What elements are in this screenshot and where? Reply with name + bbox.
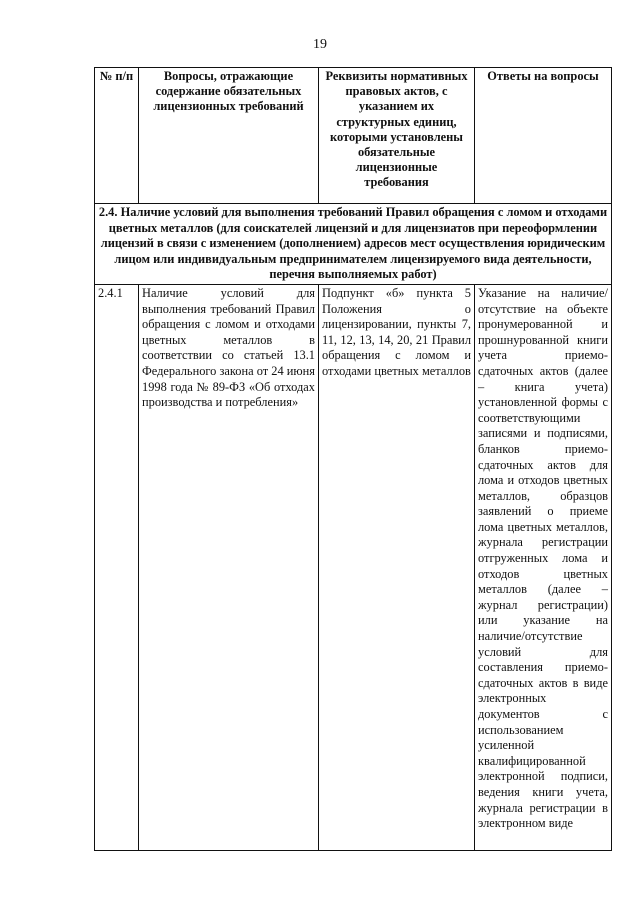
- page-number: 19: [313, 37, 327, 52]
- header-requisites: Реквизиты нормативных правовых актов, с указанием их структурных единиц, которыми установлены обязательные лицензионные требования: [319, 68, 475, 204]
- row-number: 2.4.1: [95, 284, 139, 850]
- row-answer: Указание на наличие/ отсутствие на объекте пронумерованной и прошнурованной книги учета приемо-сдаточных актов (далее – книга учета) установленной формы с соответствующими записями и подписями, бланков приемо-сдаточных актов для лома и отходов цветных металлов, образцов заявлений о приеме лома цветных металлов, журнала регистрации отгруженных лома и отходов цветных металлов (далее – журнал регистрации) или указание на наличие/отсутствие условий для составления приемо-сдаточных актов в виде электронных документов с использованием усиленной квалифицированной электронной подписи, ведения книги учета, журнала регистрации в электронном виде: [475, 284, 612, 850]
- header-answers: Ответы на вопросы: [475, 68, 612, 204]
- section-heading: 2.4. Наличие условий для выполнения требований Правил обращения с ломом и отходами цветных металлов (для соискателей лицензий и для лицензиатов при переоформлении лицензий в связи с изменением (дополнением) адресов мест осуществления юридическим лицом или индивидуальным предпринимателем лицензируемого вида деятельности, перечня выполняемых работ): [95, 204, 612, 285]
- section-row: [95, 204, 612, 285]
- table-row: [95, 284, 612, 850]
- table-header-row: [95, 68, 612, 204]
- header-questions: Вопросы, отражающие содержание обязательных лицензионных требований: [139, 68, 319, 204]
- row-requisites: Подпункт «б» пункта 5 Положения о лицензировании, пункты 7, 11, 12, 13, 14, 20, 21 Правил обращения с ломом и отходами цветных металлов: [319, 284, 475, 850]
- licensing-requirements-table: [94, 67, 612, 851]
- row-question: Наличие условий для выполнения требований Правил обращения с ломом и отходами цветных металлов в соответствии со статьей 13.1 Федерального закона от 24 июня 1998 года № 89-ФЗ «Об отходах производства и потребления»: [139, 284, 319, 850]
- header-num: № п/п: [95, 68, 139, 204]
